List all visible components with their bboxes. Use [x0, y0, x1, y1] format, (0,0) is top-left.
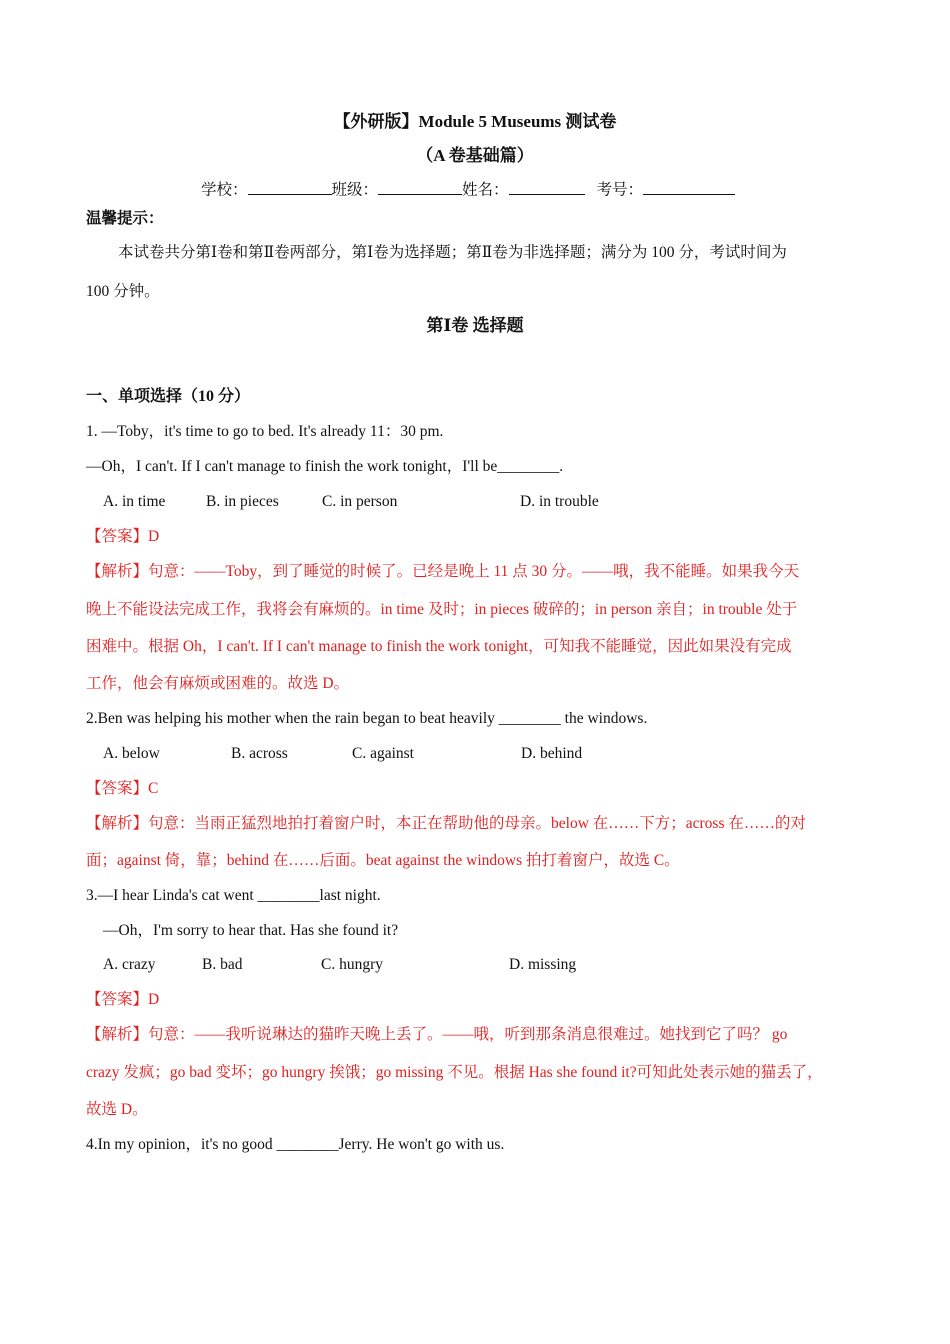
- exam-no-label: 考号：: [596, 181, 644, 199]
- answer: 【答案】C: [86, 780, 159, 797]
- option-d[interactable]: D. behind: [521, 745, 583, 762]
- option-a[interactable]: A. crazy: [103, 956, 156, 973]
- analysis-line: 故选 D。: [86, 1101, 148, 1118]
- document-title: 【外研版】Module 5 Museums 测试卷: [333, 112, 617, 131]
- name-blank[interactable]: [509, 178, 585, 195]
- class-blank[interactable]: [378, 178, 462, 195]
- analysis-line: 晚上不能设法完成工作，我将会有麻烦的。in time 及时；in pieces 破碎的；in person 亲自；in trouble 处于: [86, 601, 798, 618]
- question-stem: 4.In my opinion，it's no good ________Jerry. He won't go with us.: [86, 1136, 505, 1153]
- school-blank[interactable]: [248, 178, 332, 195]
- option-d[interactable]: D. in trouble: [520, 493, 599, 510]
- question-stem: 2.Ben was helping his mother when the rain began to beat heavily ________ the windows.: [86, 710, 648, 727]
- analysis-line: 【解析】句意：——我听说琳达的猫昨天晚上丢了。——哦，听到那条消息很难过。她找到它了吗？ go: [86, 1026, 788, 1043]
- option-a[interactable]: A. in time: [103, 493, 166, 510]
- document-subtitle: （A 卷基础篇）: [416, 146, 534, 165]
- analysis-line: 面；against 倚，靠；behind 在……后面。beat against the windows 拍打着窗户，故选 C。: [86, 852, 680, 869]
- question-stem: —Oh，I can't. If I can't manage to finish the work tonight，I'll be________.: [86, 458, 564, 475]
- option-a[interactable]: A. below: [103, 745, 160, 762]
- analysis-line: 困难中。根据 Oh，I can't. If I can't manage to finish the work tonight，可知我不能睡觉，因此如果没有完成: [86, 638, 792, 655]
- question-stem: 1. —Toby，it's time to go to bed. It's already 11：30 pm.: [86, 423, 444, 440]
- option-d[interactable]: D. missing: [509, 956, 577, 973]
- analysis-line: 【解析】句意：当雨正猛烈地拍打着窗户时，本正在帮助他的母亲。below 在……下方；across 在……的对: [86, 815, 806, 832]
- school-label: 学校：: [201, 181, 248, 199]
- answer: 【答案】D: [86, 991, 160, 1008]
- option-b[interactable]: B. bad: [202, 956, 243, 973]
- option-b[interactable]: B. across: [231, 745, 288, 762]
- part1-title: 第Ⅰ卷 选择题: [426, 316, 524, 335]
- option-b[interactable]: B. in pieces: [206, 493, 279, 510]
- tips-line-1: 本试卷共分第Ⅰ卷和第Ⅱ卷两部分，第Ⅰ卷为选择题；第Ⅱ卷为非选择题；满分为 100 分，考试时间为: [118, 244, 787, 261]
- tips-heading: 温馨提示：: [86, 210, 164, 227]
- analysis-line: crazy 发疯；go bad 变坏；go hungry 挨饿；go missing 不见。根据 Has she found it?可知此处表示她的猫丢了，: [86, 1064, 823, 1081]
- answer: 【答案】D: [86, 528, 160, 545]
- question-stem: —Oh，I'm sorry to hear that. Has she found it?: [103, 922, 399, 939]
- class-label: 班级：: [331, 181, 379, 199]
- question-stem: 3.—I hear Linda's cat went ________last night.: [86, 887, 381, 904]
- exam-no-blank[interactable]: [643, 178, 735, 195]
- info-fields: [201, 178, 735, 198]
- option-c[interactable]: C. in person: [322, 493, 398, 510]
- option-c[interactable]: C. against: [352, 745, 414, 762]
- analysis-line: 【解析】句意：——Toby，到了睡觉的时候了。已经是晚上 11 点 30 分。——哦，我不能睡。如果我今天: [86, 563, 800, 580]
- analysis-line: 工作，他会有麻烦或困难的。故选 D。: [86, 675, 350, 692]
- section1-title: 一、单项选择（10 分）: [86, 388, 251, 405]
- name-label: 姓名：: [462, 181, 509, 199]
- tips-line-2: 100 分钟。: [86, 283, 160, 300]
- option-c[interactable]: C. hungry: [321, 956, 383, 973]
